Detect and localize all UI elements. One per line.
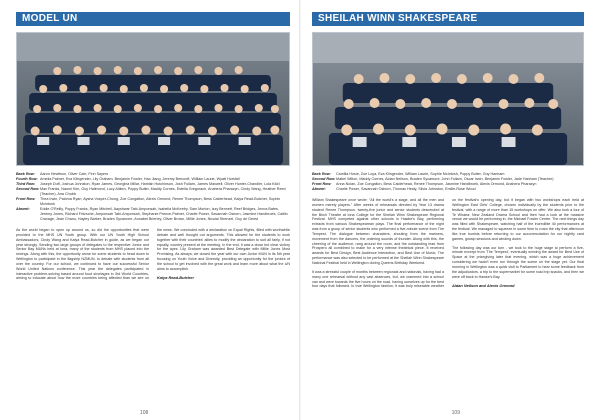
caption-row-label: Second Row: bbox=[16, 187, 40, 191]
article-paragraph: The following day was our turn - we took to the huge stage to perform a five-minute excerpt from 'The Tempest', eventually winning the award for Best Use of Space at the prizegiving later that evening, which was a huge achievement considering we hadn't even run through the scene on the stage yet. Our final morning in Wellington was a quick visit to Parliament to hear some feedback from the adjudicators, a trip to the supermarket for some road trip snacks, and then we were off back to Hawke's Bay. bbox=[452, 245, 584, 279]
photo-caption-shakespeare bbox=[312, 172, 584, 192]
caption-row-names: Joseph Duff, Joshua Johnston, Ryan James, Georgina Millar, Hamish Hutchinson, Josh Fullarn, James Maxwell, Oliver Hunter-Chandler, Lola Kidd bbox=[40, 182, 280, 186]
section-title-model-un: MODEL UN bbox=[16, 12, 290, 26]
caption-row-names: Eddie O'Reilly, Poppy Franks, Ryan Mitchell, Aayshwar Tabi-Amponsah, Isabella McKeefry, Sam Morton, Izzy Bennett, Reef Bridges, Jenna Bates, Jeremy Jones, Richard Fritzsche, Amponsah Tabi-Amponsah, Stephanie Prence-Palmer, Charlie Power, Savannah Osborn, Jasmine Handbroek, Caitlin Cravage, Jean Chanu, Hayley Barker, Braden Sycamore, Annabel Brierley, Oliver Brown, Millie Jones, Nicolai Strenzel, Guy de Geest bbox=[40, 207, 288, 221]
page-shakespeare bbox=[300, 0, 600, 420]
article-body-shakespeare bbox=[312, 198, 584, 289]
article-author: Aidan Neilson and Alexis Ormond bbox=[452, 282, 515, 288]
caption-row-names: Amelia Palmer, Eva Klingender, Lily Graham, Benjamin Fowler, Hao Jiang, Jeremy Beecroft, William Laurie, Wyatt Horsfall bbox=[40, 177, 240, 181]
caption-row-names: Charlie Power, Savannah Osborn, Thomas Healy, Silvia Johnston, Emilie-Rose Wood bbox=[336, 187, 476, 191]
caption-row-names: Aaron Hewitson, Oliver Cain, Finn Sayers bbox=[40, 172, 109, 176]
article-paragraph: William Shakespeare once wrote: "All the world's a stage, and all the men and women merely players." After weeks of rehearsals directed by Year 13 drama student Renee Thompson, twenty-five junior and senior students descended at the Birch Theatre at Iona College for the Sheilah Winn Shakespeare Regional Festival. MHS competed against other schools in Hawke's Bay, performing extracts from various Shakespearean plays. The final performance of the night was from a group of senior students who performed a five-minute scene from The Tempest. The dialogue between characters, shouting from the mariners, movement from the dancers, the ordering sounds of thunder. Along with this, the cheering of the audience, rang around the room, and the outstanding lead from Prospero all combined to make for a very intense theatrical piece. It received awards for Best Design, Best Audience Interaction, and Best Use of Music. The performance was also selected to be performed at the Sheilah Winn Shakespeare National Festival held in Wellington during Queens Birthday Weekend. bbox=[312, 198, 444, 265]
article-paragraph: It was a stressful couple of months between regionals and nationals, having had a many one rehearsal without any cast absences, but, we crammed into a school van and were towards the five hours on the road, having ourselves up for the best four days that followed. In true Wellington fashion, it was truly miserable weather on the festival's opening day, but it began with two workshops each held at Wellington East Girls' College, chosen individually by the students prior to the festival, with a range of more than 15 workshops on offer. We also took a tour of Te Whaea: New Zealand Drama School and then had a look at the massive venue we would be performing in, the Michael Fowler Centre. The next things day was filled with Shakespeare, watching half of the incredible 40 performances at the festival. We managed to squeeze in some time to roam the city that afternoon like true tourists before returning to our accommodation for our nightly card games, gossip sessions and winding down. bbox=[312, 198, 584, 289]
group-photo-image bbox=[17, 33, 289, 165]
caption-row-names: Max Franks, Naomi Kim, Guy Hallmond, Lucy Aitken, Poppy Butler, Maddy Cornes, Estella Gregorach, Anahera Pharazyn, Cindy Wang, Heather Reed (Teacher), Ana Chubb bbox=[40, 187, 286, 196]
article-paragraph: As the world began to open up around us, so did the opportunities that were provided to the MHS UN Youth group. With our UN Youth High School Ambassadors, Cindy Wang and Kaiya Read-Butcher in guide, as we began our year strongly. Sending two large groups of delegates to the respective Junior and Senior Bay MUNs held at Iona, many of the students from MHS placed into the mixings. Along with this, the opportunity arose for some students to head down to Wellington to participate in the flagship NZMUN, to debate with students from all over the country. For our school, we continued to have our successful Senior World United Nations conference. This year the delegates participated in interactive problem-solving based around food shortages in 3rd World Countries, aiming to educate about how the more countries being affected than we see on the news. We concluded with a declaration on Equal Rights, filled with worthwhile debate and well thought out arguments. This allowed for the students to work together with their countries' allies to modify the declaration to suit all fairly, if not equally, country present at the meeting. In the end, it was a close but clear victory for the ayes. Lily Graham was awarded Best Delegate with Millie Jones Most Promising. As always, we closed the year with our own Junior MUN in its 5th year focusing on Youth Voice and Diversity, providing an opportunity for the juniors of the school to get involved with the great work and learn more about what the UN aims to accomplish. bbox=[16, 228, 290, 281]
group-photo-image bbox=[313, 33, 583, 165]
caption-row bbox=[16, 207, 290, 222]
page-number: 108 bbox=[140, 410, 149, 416]
caption-row-label: Fourth Row: bbox=[16, 177, 38, 181]
caption-row bbox=[16, 197, 290, 207]
caption-row-names: Mabel Wilton, Maddy Cornes, Aidan Neilson, Braden Sycamore, John Fullarn, Oscar Irwin, Benjamin Fowler, Jade Hanham (Teacher) bbox=[336, 177, 554, 181]
section-title-shakespeare: SHEILAH WINN SHAKESPEARE bbox=[312, 12, 584, 26]
caption-row-label: Front Row: bbox=[16, 197, 36, 201]
caption-row-label: Absent: bbox=[16, 207, 30, 211]
caption-row bbox=[312, 187, 584, 192]
caption-row-label: Back Row: bbox=[16, 172, 35, 176]
article-body-model-un bbox=[16, 228, 290, 281]
caption-row-label: Third Row: bbox=[16, 182, 36, 186]
caption-row-label: Front Row: bbox=[312, 182, 332, 186]
group-photo-shakespeare bbox=[312, 32, 584, 166]
caption-row-names: Camilla Hosie, Zoe Loya, Eva Klingender, William Laurie, Sophie McIntosh, Poppy Butler, Guy Hanham bbox=[336, 172, 505, 176]
page-number: 109 bbox=[451, 410, 460, 416]
photo-caption-model-un bbox=[16, 172, 290, 222]
article-author: Kaiya Read-Butcher bbox=[157, 274, 194, 280]
caption-row bbox=[16, 187, 290, 197]
caption-row-label: Absent: bbox=[312, 187, 326, 191]
caption-row-names: Anna Nolan, Zoe Congalton, Bess Calderhead, Renee Thompson, Jasmine Handbroek, Alexis Ormond, Anahera Pharazyn bbox=[336, 182, 537, 186]
caption-row-label: Back Row: bbox=[312, 172, 331, 176]
group-photo-model-un bbox=[16, 32, 290, 166]
caption-row-names: Thea Irwin, Paloma Ryan, Aysha Vosper-Chong, Zoe Congalton, Alexis Ormond, Renee Thompson, Bess Calderhead, Kaiya Read-Butcher, Sophie McIntosh bbox=[40, 197, 281, 206]
caption-row-label: Second Row: bbox=[312, 177, 336, 181]
